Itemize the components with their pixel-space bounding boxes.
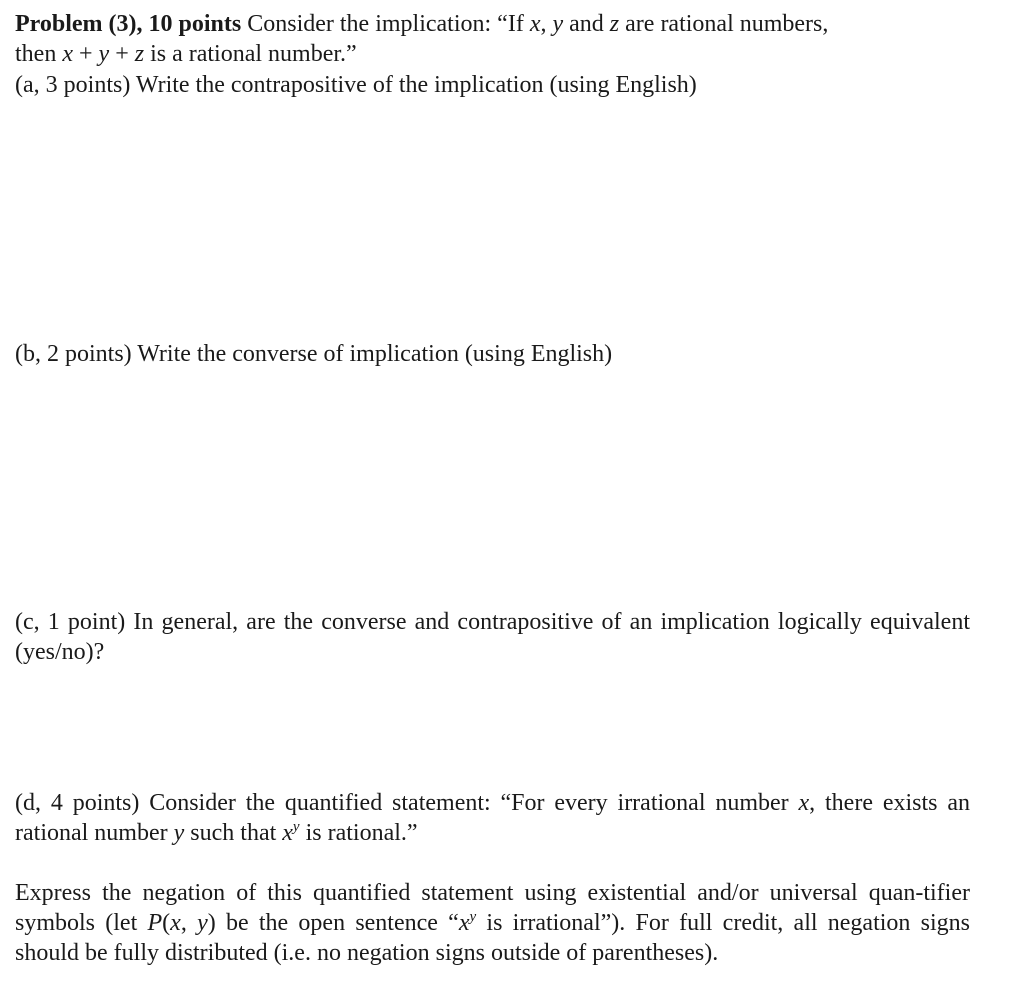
part-b-question: (b, 2 points) Write the converse of implication (using English)	[15, 341, 613, 367]
problem-title: Problem (3), 10 points	[15, 11, 242, 37]
part-a-question: (a, 3 points) Write the contrapositive of the implication (using English)	[15, 72, 697, 98]
part-d-negation-instructions: Express the negation of this quantified statement using existential and/or universal quan-tifier symbols (let P(x, y) be the open sentence “$x^y$ is irrational”). For full credit, all negation signs should be fully distributed (i.e. no negation signs outside of parentheses).	[15, 880, 971, 966]
problem-statement: Problem (3), 10 points Consider the implication: “If x, y and z are rational numbers, then x + y + z is a rational number.”	[15, 11, 829, 67]
part-d-question: (d, 4 points) Consider the quantified statement: “For every irrational number x, there exists an rational number y such that $x^y$ is rational.”	[15, 790, 970, 846]
part-c-question: (c, 1 point) In general, are the converse and contrapositive of an implication logically equivalent (yes/no)?	[15, 609, 970, 665]
